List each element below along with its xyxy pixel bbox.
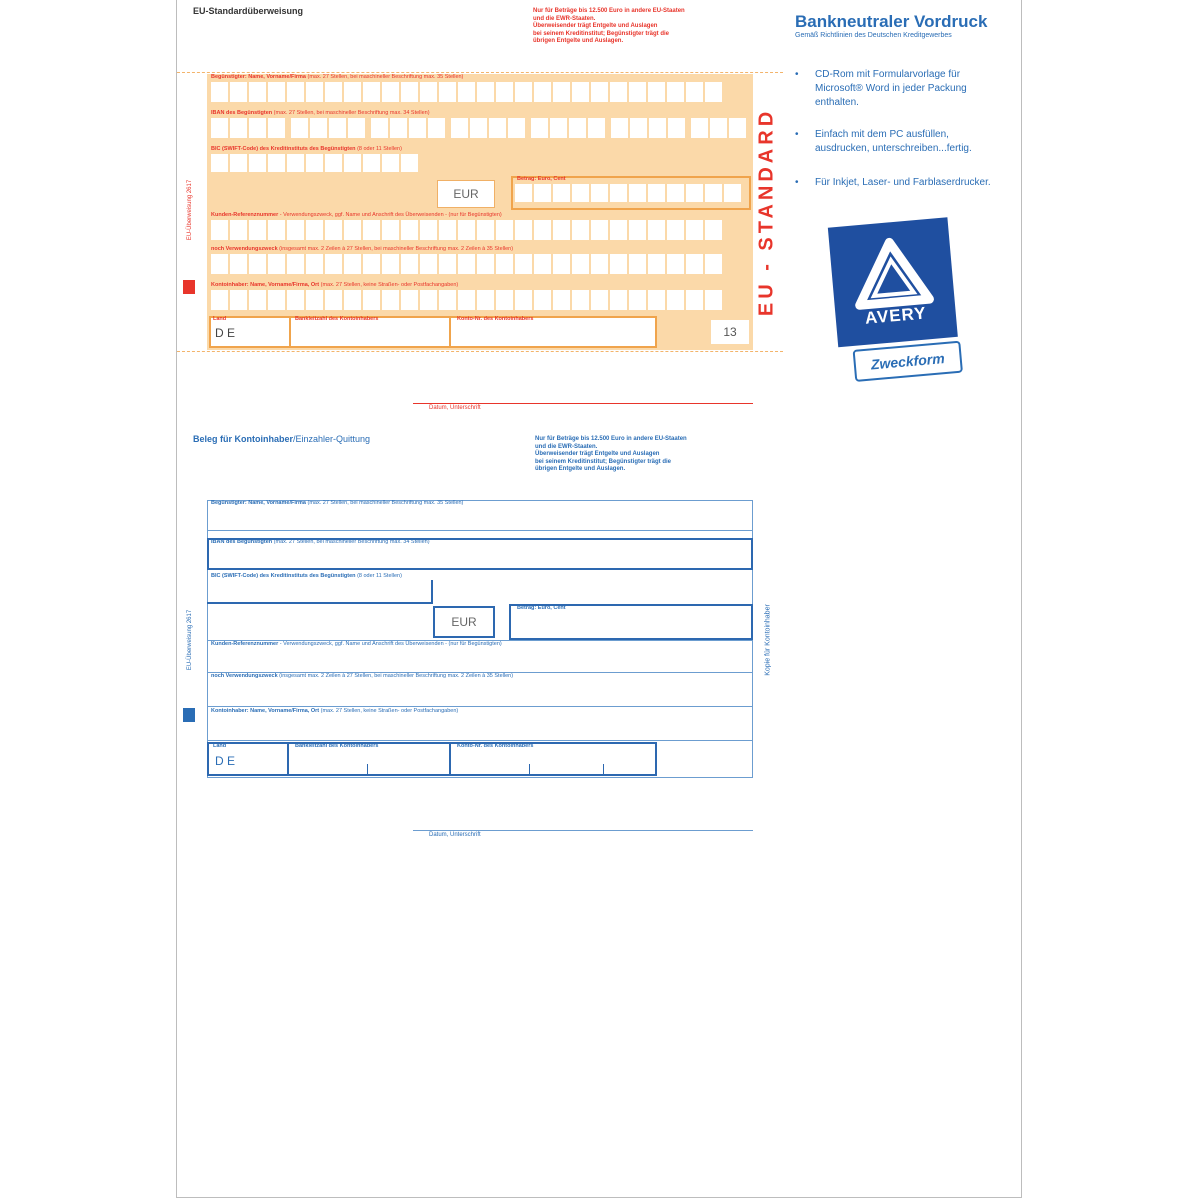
char-cell[interactable] <box>363 220 380 240</box>
char-cell[interactable] <box>534 82 551 102</box>
char-cell[interactable] <box>291 118 308 138</box>
form-code: 13 <box>711 320 749 344</box>
field-label-reference: Kunden-Referenznummer - Verwendungszweck, ggf. Name und Anschrift des Überweisenden - (nur für Begünstigten) <box>211 641 502 647</box>
char-cell[interactable] <box>451 118 468 138</box>
field-label-account-no: Konto-Nr. des Kontoinhabers <box>457 743 534 749</box>
char-cell[interactable] <box>439 254 456 274</box>
brand-tile <box>828 217 958 347</box>
char-cell[interactable] <box>306 82 323 102</box>
purpose2-input[interactable] <box>211 254 722 274</box>
char-cell[interactable] <box>363 290 380 310</box>
char-cell[interactable] <box>553 82 570 102</box>
char-cell[interactable] <box>515 184 532 202</box>
char-cell[interactable] <box>401 82 418 102</box>
char-cell[interactable] <box>553 254 570 274</box>
field-label-bic: BIC (SWIFT-Code) des Kreditinstituts des Begünstigten (8 oder 11 Stellen) <box>211 573 402 579</box>
char-cell[interactable] <box>629 290 646 310</box>
char-cell[interactable] <box>230 154 247 172</box>
country-value: D E <box>215 326 236 340</box>
char-cell[interactable] <box>477 254 494 274</box>
top-side-label: EU-Überweisung 2617 <box>187 179 193 241</box>
char-cell[interactable] <box>724 184 741 202</box>
char-cell[interactable] <box>211 290 228 310</box>
char-cell[interactable] <box>648 220 665 240</box>
signature-line <box>413 830 753 831</box>
char-cell[interactable] <box>496 290 513 310</box>
char-cell[interactable] <box>230 220 247 240</box>
char-cell[interactable] <box>648 290 665 310</box>
avery-logo <box>828 217 966 397</box>
char-cell[interactable] <box>553 184 570 202</box>
char-cell[interactable] <box>363 154 380 172</box>
field-label-bank-code: Bankleitzahl des Kontoinhabers <box>295 316 379 322</box>
char-cell[interactable] <box>287 290 304 310</box>
char-cell[interactable] <box>572 290 589 310</box>
char-cell[interactable] <box>611 118 628 138</box>
char-cell[interactable] <box>667 220 684 240</box>
char-cell[interactable] <box>729 118 746 138</box>
char-cell[interactable] <box>629 184 646 202</box>
char-cell[interactable] <box>515 220 532 240</box>
char-cell[interactable] <box>610 220 627 240</box>
field-label-beneficiary: Begünstigter: Name, Vorname/Firma (max. 27 Stellen, bei maschineller Beschriftung max. 35 Stellen) <box>211 500 464 506</box>
char-cell[interactable] <box>572 184 589 202</box>
beneficiary-name-input[interactable] <box>211 82 722 102</box>
char-cell[interactable] <box>211 118 228 138</box>
brand-sub: Zweckform <box>853 341 963 382</box>
field-label-iban: IBAN des Begünstigten (max. 27 Stellen, bei maschineller Beschriftung max. 34 Stellen) <box>211 539 430 545</box>
char-cell[interactable] <box>325 290 342 310</box>
divider <box>449 744 451 774</box>
top-form-notice: Nur für Beträge bis 12.500 Euro in andere EU-Staaten und die EWR-Staaten. Überweisender trägt Entgelte und Auslagen bei seinem Kreditinstitut; Begünstigter trägt die übrigen Entgelte und Auslagen. <box>533 8 685 44</box>
sidebar-bullet: • CD-Rom mit Formularvorlage für Microsoft® Word in jeder Packung enthalten. <box>815 68 997 110</box>
tick <box>529 764 530 774</box>
divider <box>207 740 753 741</box>
char-cell[interactable] <box>268 290 285 310</box>
char-cell[interactable] <box>428 118 445 138</box>
char-cell[interactable] <box>648 254 665 274</box>
char-cell[interactable] <box>515 290 532 310</box>
bottom-form-title: Beleg für Kontoinhaber/Einzahler-Quittung <box>193 434 371 444</box>
char-cell[interactable] <box>610 290 627 310</box>
char-cell[interactable] <box>230 82 247 102</box>
char-cell[interactable] <box>420 254 437 274</box>
char-cell[interactable] <box>629 82 646 102</box>
char-cell[interactable] <box>489 118 506 138</box>
char-cell[interactable] <box>686 184 703 202</box>
char-cell[interactable] <box>230 290 247 310</box>
field-label-bank-code: Bankleitzahl des Kontoinhabers <box>295 743 379 749</box>
char-cell[interactable] <box>591 184 608 202</box>
field-label-land: Land <box>213 316 227 322</box>
char-cell[interactable] <box>705 254 722 274</box>
divider <box>207 706 753 707</box>
char-cell[interactable] <box>458 82 475 102</box>
char-cell[interactable] <box>249 220 266 240</box>
char-cell[interactable] <box>211 82 228 102</box>
sidebar-title: Bankneutraler Vordruck <box>795 12 988 31</box>
char-cell[interactable] <box>287 220 304 240</box>
char-cell[interactable] <box>667 184 684 202</box>
char-cell[interactable] <box>591 254 608 274</box>
char-cell[interactable] <box>591 82 608 102</box>
char-cell[interactable] <box>287 154 304 172</box>
char-cell[interactable] <box>569 118 586 138</box>
char-cell[interactable] <box>420 220 437 240</box>
char-cell[interactable] <box>572 82 589 102</box>
field-label-reference: Kunden-Referenznummer - Verwendungszweck, ggf. Name und Anschrift des Überweisenden - (nur für Begünstigten) <box>211 212 502 218</box>
bottom-form-notice: Nur für Beträge bis 12.500 Euro in andere EU-Staaten und die EWR-Staaten. Überweisender trägt Entgelte und Auslagen bei seinem Kreditinstitut; Begünstigter trägt die übrigen Entgelte und Auslagen. <box>535 436 687 472</box>
char-cell[interactable] <box>211 220 228 240</box>
sidebar-bullet: • Für Inkjet, Laser- und Farblaserdrucker. <box>815 176 997 190</box>
char-cell[interactable] <box>648 82 665 102</box>
char-cell[interactable] <box>439 220 456 240</box>
char-cell[interactable] <box>211 254 228 274</box>
char-cell[interactable] <box>496 220 513 240</box>
field-label-account-no: Konto-Nr. des Kontoinhabers <box>457 316 534 322</box>
field-label-holder: Kontoinhaber: Name, Vorname/Firma, Ort (max. 27 Stellen, keine Straßen- oder Postfachangaben) <box>211 708 459 714</box>
char-cell[interactable] <box>306 254 323 274</box>
char-cell[interactable] <box>268 82 285 102</box>
char-cell[interactable] <box>667 254 684 274</box>
holder-input[interactable] <box>211 290 722 310</box>
bottom-guide <box>177 351 783 352</box>
field-label-beneficiary: Begünstigter: Name, Vorname/Firma (max. 27 Stellen, bei maschineller Beschriftung max. 35 Stellen) <box>211 74 464 80</box>
char-cell[interactable] <box>249 154 266 172</box>
divider <box>289 318 291 346</box>
char-cell[interactable] <box>363 254 380 274</box>
bic-input[interactable] <box>211 154 418 172</box>
char-cell[interactable] <box>363 82 380 102</box>
char-cell[interactable] <box>325 82 342 102</box>
side-logo-icon <box>183 280 195 294</box>
bottom-side-label: EU-Überweisung 2617 <box>187 609 193 671</box>
char-cell[interactable] <box>686 220 703 240</box>
char-cell[interactable] <box>306 290 323 310</box>
char-cell[interactable] <box>306 154 323 172</box>
char-cell[interactable] <box>249 82 266 102</box>
char-cell[interactable] <box>630 118 647 138</box>
char-cell[interactable] <box>531 118 548 138</box>
char-cell[interactable] <box>686 82 703 102</box>
top-guide <box>177 72 783 73</box>
currency-box: EUR <box>437 180 495 208</box>
country-value: D E <box>215 754 236 768</box>
signature-label: Datum, Unterschrift <box>429 832 481 838</box>
char-cell[interactable] <box>705 220 722 240</box>
account-row <box>209 316 657 348</box>
tick <box>603 764 604 774</box>
char-cell[interactable] <box>382 154 399 172</box>
char-cell[interactable] <box>591 290 608 310</box>
char-cell[interactable] <box>344 254 361 274</box>
char-cell[interactable] <box>553 290 570 310</box>
char-cell[interactable] <box>515 82 532 102</box>
char-cell[interactable] <box>230 254 247 274</box>
char-cell[interactable] <box>610 254 627 274</box>
char-cell[interactable] <box>508 118 525 138</box>
char-cell[interactable] <box>667 290 684 310</box>
char-cell[interactable] <box>344 82 361 102</box>
char-cell[interactable] <box>458 290 475 310</box>
field-label-land: Land <box>213 743 227 749</box>
field-label-amount: Betrag: Euro, Cent <box>517 176 566 182</box>
char-cell[interactable] <box>470 118 487 138</box>
iban-input[interactable] <box>211 118 746 138</box>
char-cell[interactable] <box>401 254 418 274</box>
char-cell[interactable] <box>382 220 399 240</box>
char-cell[interactable] <box>268 154 285 172</box>
char-cell[interactable] <box>477 290 494 310</box>
field-label-purpose2: noch Verwendungszweck (insgesamt max. 2 Zeilen à 27 Stellen, bei maschineller Beschriftung max. 2 Zeilen à 35 Stellen) <box>211 673 514 679</box>
divider <box>431 580 433 604</box>
char-cell[interactable] <box>287 82 304 102</box>
char-cell[interactable] <box>572 254 589 274</box>
char-cell[interactable] <box>325 154 342 172</box>
char-cell[interactable] <box>629 254 646 274</box>
char-cell[interactable] <box>325 220 342 240</box>
char-cell[interactable] <box>649 118 666 138</box>
char-cell[interactable] <box>668 118 685 138</box>
char-cell[interactable] <box>348 118 365 138</box>
char-cell[interactable] <box>306 220 323 240</box>
account-row[interactable] <box>207 742 657 776</box>
char-cell[interactable] <box>477 82 494 102</box>
char-cell[interactable] <box>591 220 608 240</box>
char-cell[interactable] <box>325 254 342 274</box>
char-cell[interactable] <box>439 82 456 102</box>
field-label-amount: Betrag: Euro, Cent <box>517 605 566 611</box>
char-cell[interactable] <box>382 254 399 274</box>
char-cell[interactable] <box>705 290 722 310</box>
char-cell[interactable] <box>371 118 388 138</box>
char-cell[interactable] <box>610 184 627 202</box>
char-cell[interactable] <box>249 254 266 274</box>
char-cell[interactable] <box>705 184 722 202</box>
char-cell[interactable] <box>329 118 346 138</box>
sidebar-subtitle: Gemäß Richtlinien des Deutschen Kreditgewerbes <box>795 32 952 39</box>
divider <box>207 530 753 531</box>
char-cell[interactable] <box>705 82 722 102</box>
char-cell[interactable] <box>458 254 475 274</box>
top-form-title: EU-Standardüberweisung <box>193 6 304 16</box>
char-cell[interactable] <box>310 118 327 138</box>
char-cell[interactable] <box>249 290 266 310</box>
char-cell[interactable] <box>496 254 513 274</box>
char-cell[interactable] <box>553 220 570 240</box>
char-cell[interactable] <box>344 154 361 172</box>
brand-name: AVERY <box>864 303 928 328</box>
char-cell[interactable] <box>409 118 426 138</box>
char-cell[interactable] <box>686 254 703 274</box>
char-cell[interactable] <box>691 118 708 138</box>
eu-standard-banner: EU - STANDARD <box>755 107 778 317</box>
char-cell[interactable] <box>268 118 285 138</box>
field-label-bic: BIC (SWIFT-Code) des Kreditinstituts des Begünstigten (8 oder 11 Stellen) <box>211 146 402 152</box>
signature-line <box>413 403 753 404</box>
char-cell[interactable] <box>439 290 456 310</box>
char-cell[interactable] <box>648 184 665 202</box>
char-cell[interactable] <box>667 82 684 102</box>
char-cell[interactable] <box>477 220 494 240</box>
char-cell[interactable] <box>588 118 605 138</box>
divider <box>287 744 289 774</box>
char-cell[interactable] <box>686 290 703 310</box>
char-cell[interactable] <box>268 254 285 274</box>
signature-label: Datum, Unterschrift <box>429 405 481 411</box>
char-cell[interactable] <box>382 290 399 310</box>
char-cell[interactable] <box>550 118 567 138</box>
char-cell[interactable] <box>211 154 228 172</box>
sidebar-bullet: • Einfach mit dem PC ausfüllen, ausdrucken, unterschreiben...fertig. <box>815 128 997 156</box>
bic-underline[interactable] <box>207 602 431 604</box>
reference-input[interactable] <box>211 220 722 240</box>
char-cell[interactable] <box>401 220 418 240</box>
char-cell[interactable] <box>287 254 304 274</box>
char-cell[interactable] <box>515 254 532 274</box>
amount-input[interactable] <box>515 184 741 202</box>
char-cell[interactable] <box>344 220 361 240</box>
char-cell[interactable] <box>249 118 266 138</box>
char-cell[interactable] <box>390 118 407 138</box>
char-cell[interactable] <box>629 220 646 240</box>
tick <box>367 764 368 774</box>
divider <box>449 318 451 346</box>
copy-label: Kopie für Kontoinhaber <box>764 604 772 676</box>
currency-box: EUR <box>433 606 495 638</box>
char-cell[interactable] <box>420 290 437 310</box>
char-cell[interactable] <box>534 290 551 310</box>
char-cell[interactable] <box>534 254 551 274</box>
field-label-purpose2: noch Verwendungszweck (insgesamt max. 2 Zeilen à 27 Stellen, bei maschineller Beschriftung max. 2 Zeilen à 35 Stellen) <box>211 246 514 252</box>
field-label-iban: IBAN des Begünstigten (max. 27 Stellen, bei maschineller Beschriftung max. 34 Stellen) <box>211 110 430 116</box>
char-cell[interactable] <box>534 220 551 240</box>
char-cell[interactable] <box>572 220 589 240</box>
char-cell[interactable] <box>610 82 627 102</box>
char-cell[interactable] <box>401 290 418 310</box>
field-label-holder: Kontoinhaber: Name, Vorname/Firma, Ort (max. 27 Stellen, keine Straßen- oder Postfachangaben) <box>211 282 459 288</box>
side-logo-icon <box>183 708 195 722</box>
char-cell[interactable] <box>401 154 418 172</box>
char-cell[interactable] <box>382 82 399 102</box>
char-cell[interactable] <box>496 82 513 102</box>
char-cell[interactable] <box>710 118 727 138</box>
char-cell[interactable] <box>344 290 361 310</box>
form-sheet <box>176 0 1022 1198</box>
char-cell[interactable] <box>534 184 551 202</box>
char-cell[interactable] <box>420 82 437 102</box>
char-cell[interactable] <box>458 220 475 240</box>
char-cell[interactable] <box>268 220 285 240</box>
char-cell[interactable] <box>230 118 247 138</box>
